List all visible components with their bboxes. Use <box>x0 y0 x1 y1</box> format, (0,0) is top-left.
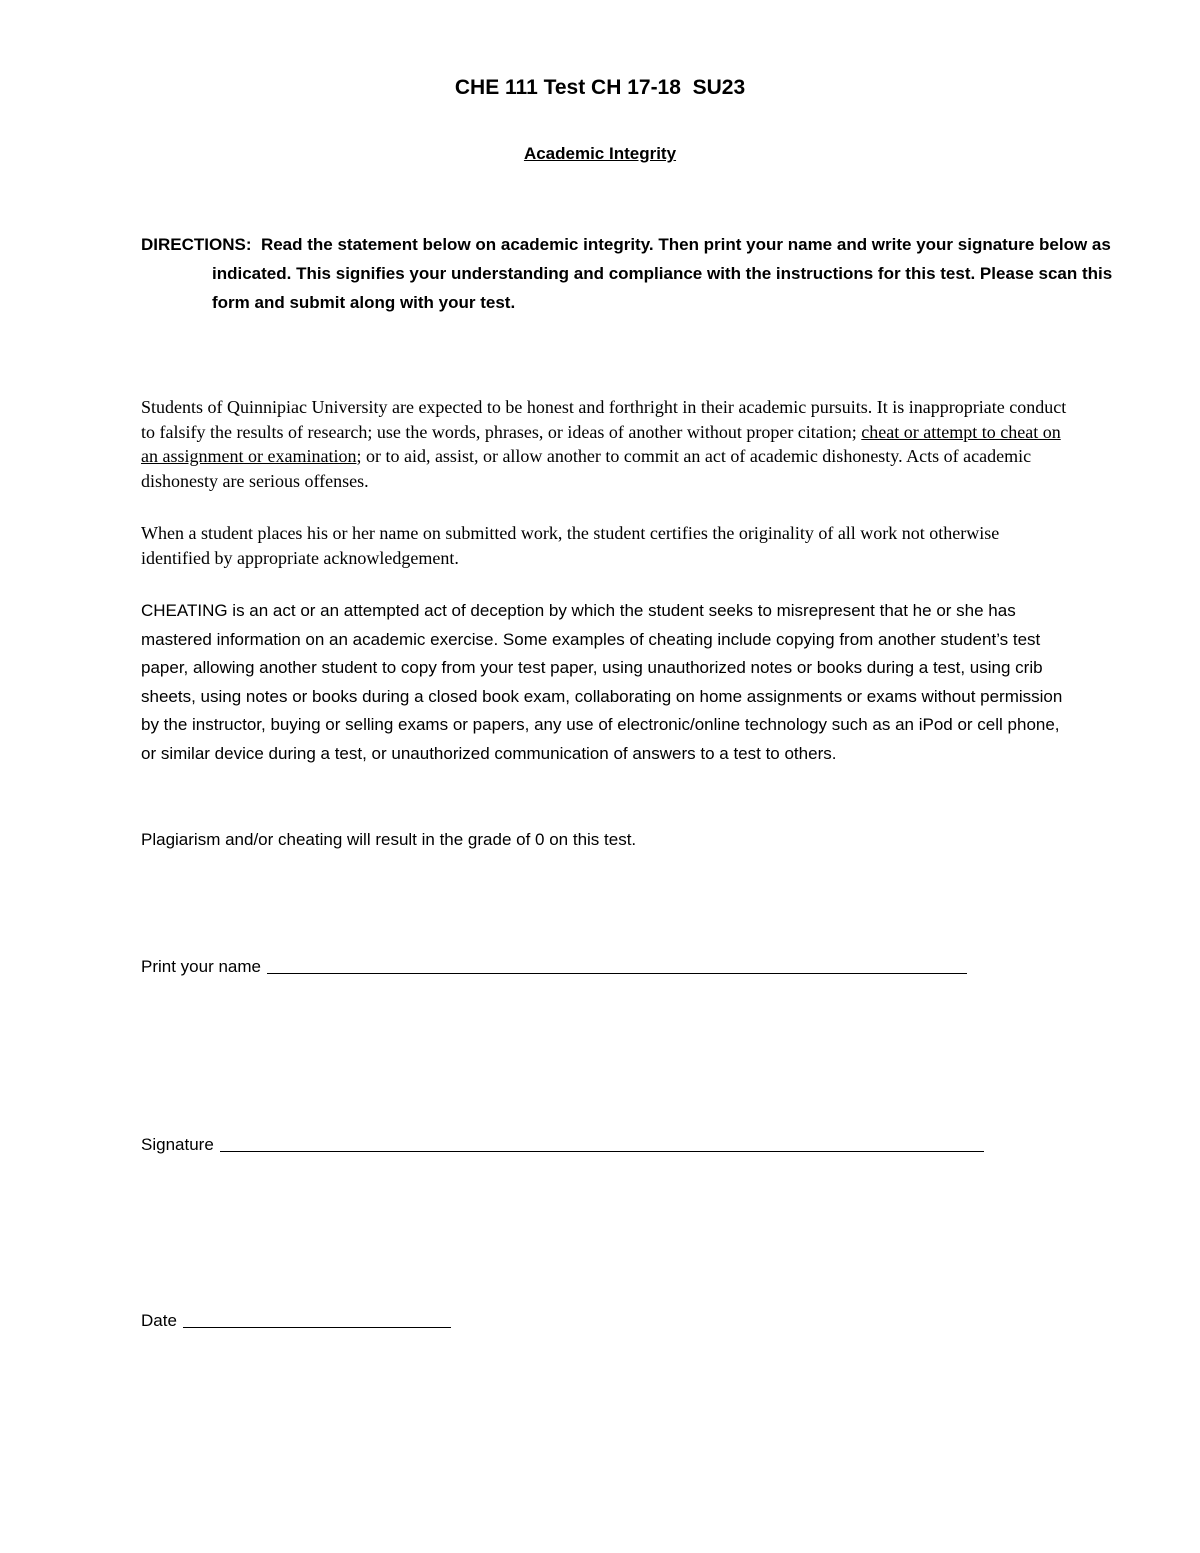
page-title: CHE 111 Test CH 17-18 SU23 <box>454 76 746 99</box>
print-name-label: Print your name <box>141 957 261 976</box>
signature-label: Signature <box>141 1135 214 1154</box>
date-field <box>141 1311 451 1331</box>
signature-field <box>141 1135 984 1155</box>
directions-text: Read the statement below on academic integrity. Then print your name and write your signature below as indicated. This signifies your understanding and compliance with the instructions for this test. Please scan this form and submit along with your test. <box>212 235 1113 312</box>
date-line[interactable] <box>183 1326 451 1328</box>
originality-paragraph: When a student places his or her name on submitted work, the student certifies the originality of all work not otherwise identified by appropriate acknowledgement. <box>141 523 1000 568</box>
academic-integrity-heading: Academic Integrity <box>523 144 677 163</box>
penalty-paragraph: Plagiarism and/or cheating will result in the grade of 0 on this test. <box>141 830 637 849</box>
section-heading <box>0 144 1200 164</box>
print-name-line[interactable] <box>267 972 967 974</box>
print-name-field <box>141 957 967 977</box>
date-label: Date <box>141 1311 177 1330</box>
signature-line[interactable] <box>220 1150 984 1152</box>
directions-label: DIRECTIONS: <box>141 235 261 254</box>
integrity-statement-paragraph <box>141 395 1071 493</box>
statement-text-end: ; or to aid, assist, or allow another to commit an act of academic dishonesty. Acts of academic dishonesty are serious offenses. <box>141 446 1032 491</box>
statement-underlined-text: cheat or attempt to cheat on an assignment or examination <box>141 421 1061 466</box>
statement-text-start: Students of Quinnipiac University are expected to be honest and forthright in their academic pursuits. It is inappropriate conduct to falsify the results of research; use the words, phrases, or ideas of another without proper citation; <box>141 397 1067 442</box>
directions-paragraph <box>141 230 1142 317</box>
cheating-definition-paragraph: CHEATING is an act or an attempted act of deception by which the student seeks to misrepresent that he or she has mastered information on an academic exercise. Some examples of cheating include copying from another student’s test paper, allowing another student to copy from your test paper, using unauthorized notes or books during a test, using crib sheets, using notes or books during a closed book exam, collaborating on home assignments or exams without permission by the instructor, buying or selling exams or papers, any use of electronic/online technology such as an iPod or cell phone, or similar device during a test, or unauthorized communication of answers to a test to others. <box>141 601 1063 763</box>
